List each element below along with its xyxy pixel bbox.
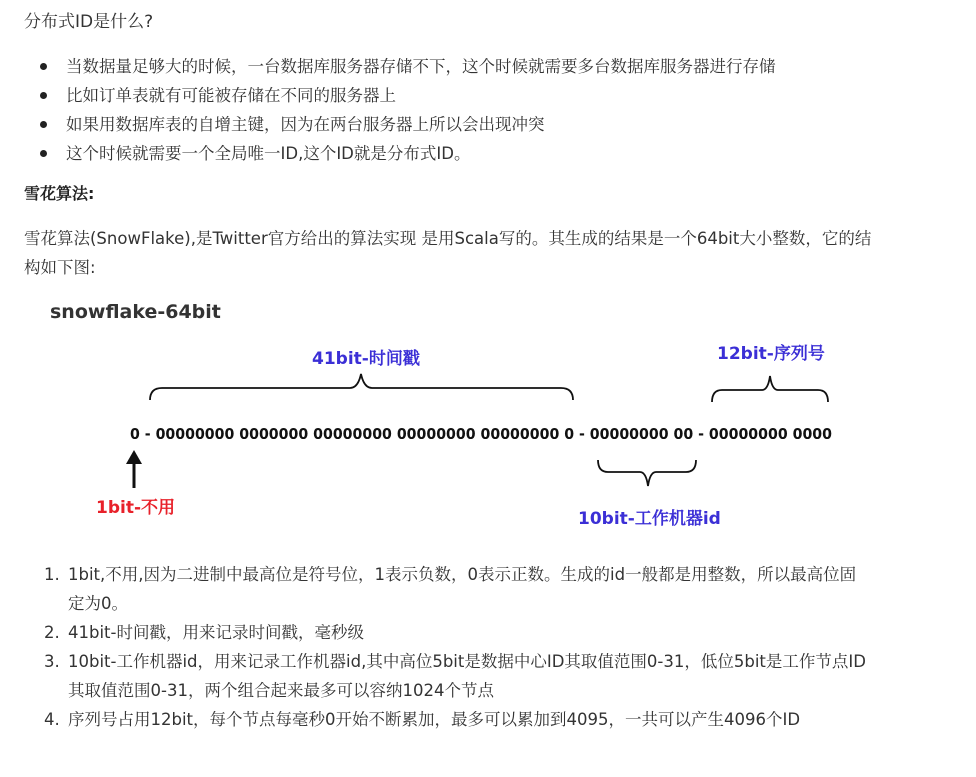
bullet-list — [36, 52, 776, 168]
bit-string: 0 - 00000000 0000000 00000000 00000000 00000000 0 - 00000000 00 - 00000000 0000 — [130, 425, 832, 443]
list-item: 如果用数据库表的自增主键，因为在两台服务器上所以会出现冲突 — [36, 110, 776, 139]
sequence-label: 12bit-序列号 — [717, 344, 825, 364]
section-heading: 雪花算法: — [24, 184, 95, 203]
list-text: 1bit,不用,因为二进制中最高位是符号位，1表示负数，0表示正数。生成的id一般都是用整数，所以最高位固定为0。 — [68, 565, 857, 613]
list-number: 4. — [44, 710, 60, 729]
machine-brace — [598, 460, 696, 486]
list-item — [30, 647, 870, 705]
list-item — [30, 705, 870, 734]
machine-label: 10bit-工作机器id — [578, 509, 721, 529]
intro-paragraph: 雪花算法(SnowFlake),是Twitter官方给出的算法实现 是用Scala写的。其生成的结果是一个64bit大小整数，它的结构如下图: — [24, 229, 872, 277]
list-item: 当数据量足够大的时候，一台数据库服务器存储不下，这个时候就需要多台数据库服务器进行存储 — [36, 52, 776, 81]
list-text: 41bit-时间戳，用来记录时间戳，毫秒级 — [68, 623, 364, 642]
list-number: 1. — [44, 565, 60, 584]
list-number: 2. — [44, 623, 60, 642]
snowflake-diagram — [0, 290, 976, 550]
diagram-title: snowflake-64bit — [50, 301, 221, 323]
question-heading: 分布式ID是什么? — [24, 12, 154, 32]
timestamp-brace — [150, 374, 573, 400]
timestamp-label: 41bit-时间戳 — [312, 349, 420, 369]
list-number: 3. — [44, 652, 60, 671]
sequence-brace — [712, 376, 828, 402]
list-text: 序列号占用12bit，每个节点每毫秒0开始不断累加，最多可以累加到4095，一共可以产生4096个ID — [68, 710, 801, 729]
list-text: 10bit-工作机器id，用来记录工作机器id,其中高位5bit是数据中心ID其取值范围0-31，低位5bit是工作节点ID其取值范围0-31，两个组合起来最多可以容纳1024个节点 — [68, 652, 866, 700]
sign-arrow-head — [126, 450, 142, 464]
notes-list — [30, 560, 870, 734]
list-item — [30, 618, 870, 647]
list-item: 比如订单表就有可能被存储在不同的服务器上 — [36, 81, 776, 110]
sign-label: 1bit-不用 — [96, 498, 176, 518]
list-item: 这个时候就需要一个全局唯一ID,这个ID就是分布式ID。 — [36, 139, 776, 168]
list-item — [30, 560, 870, 618]
